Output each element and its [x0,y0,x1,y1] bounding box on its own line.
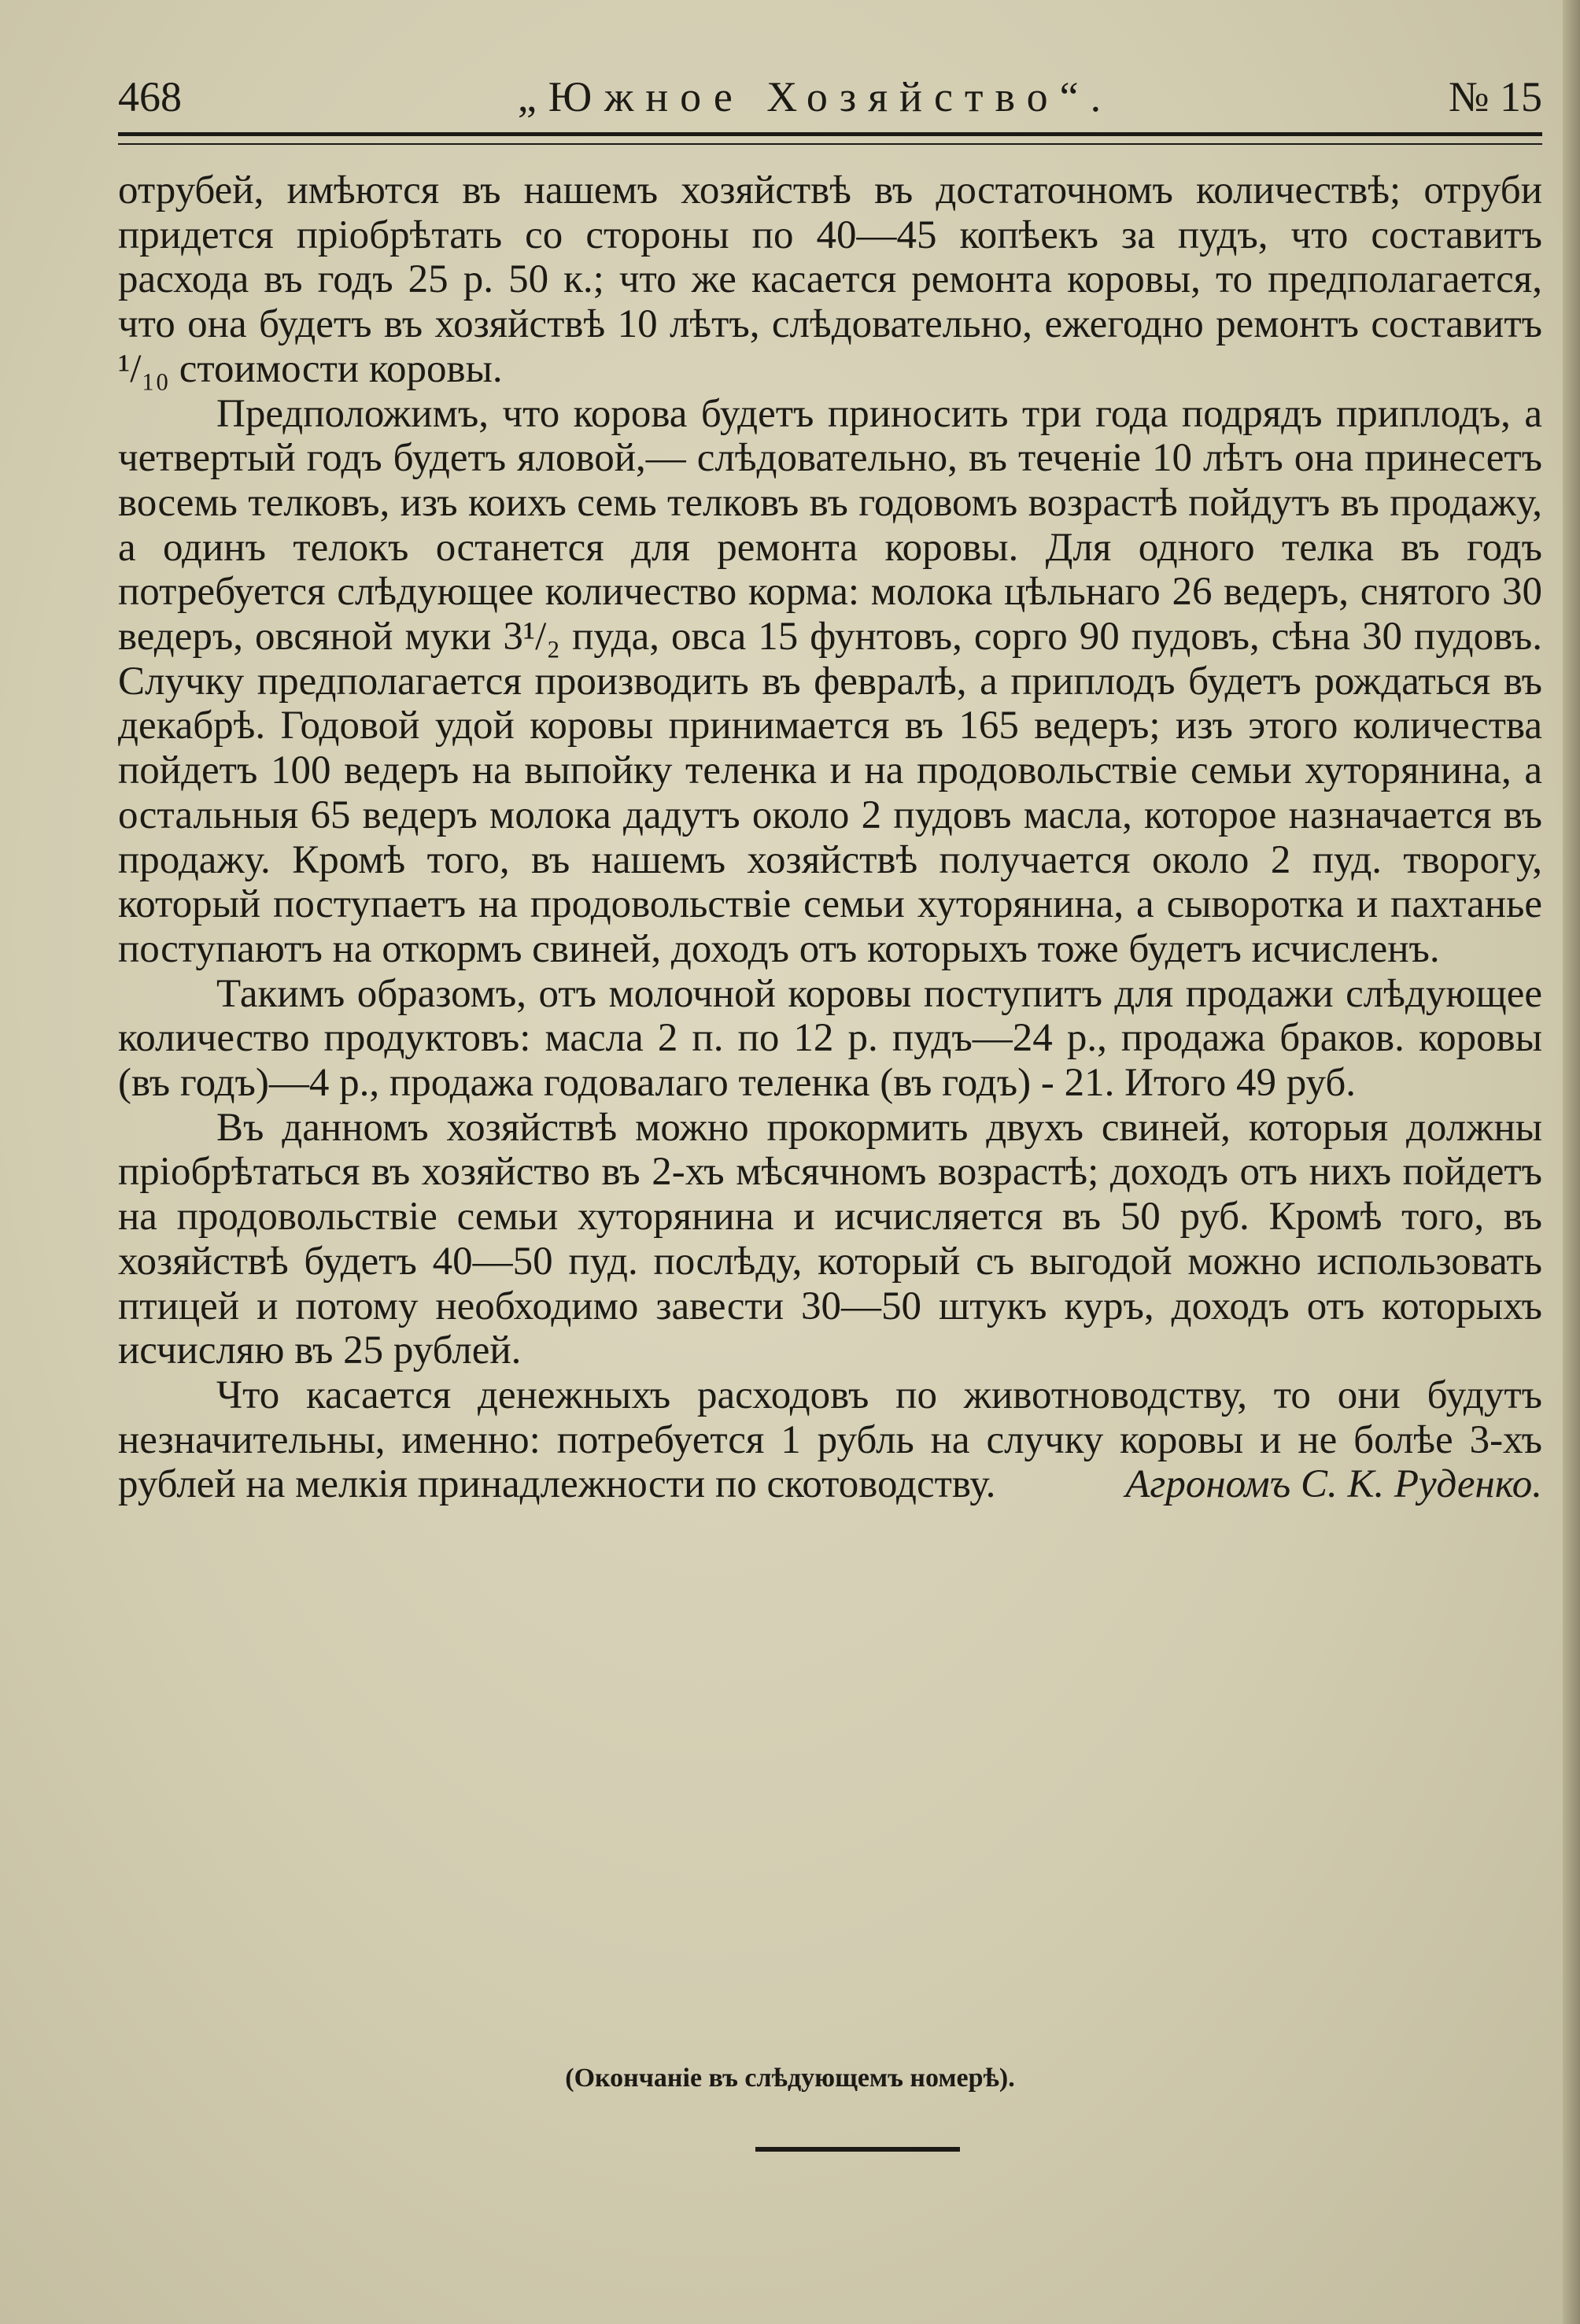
page-number: 468 [118,73,182,120]
paragraph-1: отрубей, имѣются въ нашемъ хозяйствѣ въ достаточномъ количествѣ; отруби придется пріобрѣтать со стороны по 40—45 копѣекъ за пудъ, что составитъ расхода въ годъ 25 р. 50 к.; что же касается ремонта коровы, то предполагается, что она будетъ въ хозяйствѣ 10 лѣтъ, слѣдовательно, ежегодно ремонтъ составитъ ¹/₁₀ стоимости коровы. [118,168,1542,391]
paragraph-2: Предположимъ, что корова будетъ приносить три года подрядъ приплодъ, а четвертый годъ будетъ яловой,— слѣдовательно, въ теченіе 10 лѣтъ она принесетъ восемь телковъ, изъ коихъ семь телковъ въ годовомъ возрастѣ пойдутъ въ продажу, а одинъ телокъ останется для ремонта коровы. Для одного телка въ годъ потребуется слѣдующее количество корма: молока цѣльнаго 26 ведеръ, снятого 30 ведеръ, овсяной муки 3¹/₂ пуда, овса 15 фунтовъ, сорго 90 пудовъ, сѣна 30 пудовъ. Случку предполагается производить въ февралѣ, а приплодъ будетъ рождаться въ декабрѣ. Годовой удой коровы принимается въ 165 ведеръ; изъ этого количества пойдетъ 100 ведеръ на выпойку теленка и на продовольствіе семьи хуторянина, а остальныя 65 ведеръ молока дадутъ около 2 пудовъ масла, которое назначается въ продажу. Кромѣ того, въ нашемъ хозяйствѣ получается около 2 пуд. творогу, который поступаетъ на продовольствіе семьи хуторянина, а сыворотка и пахтанье поступаютъ на откормъ свиней, доходъ отъ которыхъ тоже будетъ исчисленъ. [118,391,1542,971]
page-edge [1563,0,1580,2324]
continuation-note: (Окончаніе въ слѣдующемъ номерѣ). [565,2064,1015,2093]
paragraph-4: Въ данномъ хозяйствѣ можно прокормить двухъ свиней, которыя должны пріобрѣтаться въ хозяйство въ 2-хъ мѣсячномъ возрастѣ; доходъ отъ нихъ пойдетъ на продовольствіе семьи хуторянина и исчисляется въ 50 руб. Кромѣ того, въ хозяйствѣ будетъ 40—50 пуд. послѣду, который съ выгодой можно использовать птицей и потому необходимо завести 30—50 штукъ куръ, доходъ отъ которыхъ исчисляю въ 25 рублей. [118,1105,1542,1373]
journal-title: „Южное Хозяйство“. [517,73,1113,120]
paragraph-5-text: Что касается денежныхъ расходовъ по животноводству, то они будутъ незначительны, именно: потребуется 1 рубль на случку коровы и не болѣе 3-хъ рублей на мелкія принадлежности по скотоводству. [118,1373,1542,1507]
end-rule [755,2147,960,2152]
issue-number: № 15 [1448,73,1542,120]
article-body [118,168,1542,1507]
author-signature: Агрономъ С. К. Руденко. [1125,1462,1542,1507]
header-rule-thin [118,143,1542,145]
header-rule-thick [118,132,1542,136]
paragraph-5 [118,1373,1542,1507]
paragraph-3: Такимъ образомъ, отъ молочной коровы поступитъ для продажи слѣдующее количество продуктовъ: масла 2 п. по 12 р. пудъ—24 р., продажа браков. коровы (въ годъ)—4 р., продажа годовалаго теленка (въ годъ) - 21. Итого 49 руб. [118,971,1542,1106]
